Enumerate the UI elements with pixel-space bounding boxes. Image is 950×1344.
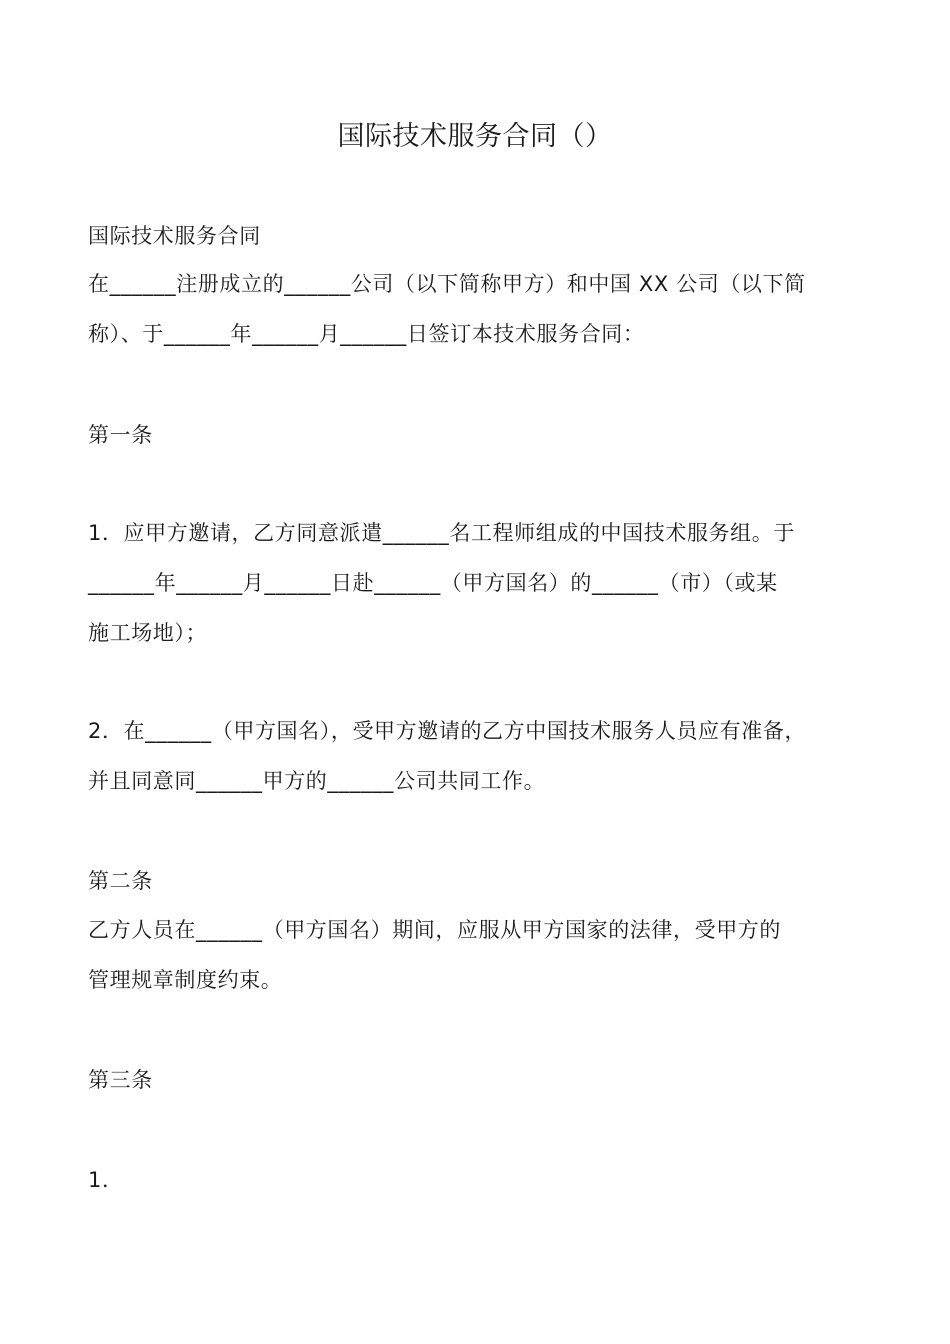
- article-1-clause-2-line-2: 并且同意同______甲方的______公司共同工作。: [88, 769, 546, 793]
- intro-line-1: 在______注册成立的______公司（以下简称甲方）和中国 XX 公司（以下简: [88, 272, 806, 296]
- article-3-clause-1: 1．: [88, 1168, 124, 1192]
- article-2-line-1: 乙方人员在______（甲方国名）期间，应服从甲方国家的法律，受甲方的: [88, 918, 781, 942]
- article-3-heading: 第三条: [88, 1068, 153, 1092]
- article-1-heading: 第一条: [88, 423, 153, 447]
- article-1-clause-2-line-1: 2．在______（甲方国名），受甲方邀请的乙方中国技术服务人员应有准备，: [88, 719, 807, 743]
- intro-line-2: 称）、于______年______月______日签订本技术服务合同：: [88, 322, 645, 346]
- article-1-clause-1-line-3: 施工场地）；: [88, 621, 208, 645]
- article-1-clause-1-line-2: ______年______月______日赴______（甲方国名）的______（市）（或某: [88, 571, 778, 595]
- article-1-clause-1-line-1: 1．应甲方邀请，乙方同意派遣______名工程师组成的中国技术服务组。于: [88, 521, 795, 545]
- document-title: 国际技术服务合同（）: [337, 121, 613, 152]
- article-2-line-2: 管理规章制度约束。: [88, 968, 283, 992]
- article-2-heading: 第二条: [88, 869, 153, 893]
- document-subtitle: 国际技术服务合同: [88, 224, 261, 248]
